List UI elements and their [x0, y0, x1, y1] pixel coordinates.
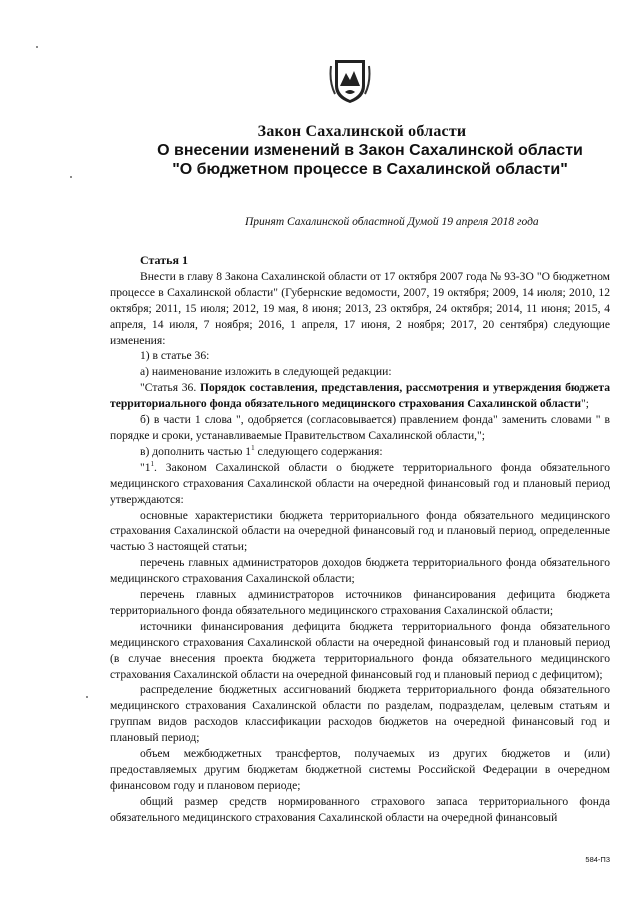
quote-prefix: "Статья 36. — [140, 381, 200, 395]
quote-suffix: "; — [581, 397, 589, 411]
law-subtitle: О внесении изменений в Закон Сахалинской области "О бюджетном процессе в Сахалинской области" — [157, 142, 583, 178]
scan-speck — [36, 46, 38, 48]
list-item: общий размер средств нормированного страхового запаса территориального фонда обязательного медицинского страхования Сахалинской области на очередной финансовый — [110, 794, 610, 824]
list-item: перечень главных администраторов источников финансирования дефицита бюджета территориального фонда обязательного медицинского страхования Сахалинской области; — [110, 588, 610, 617]
item-b: б) в части 1 слова ", одобряется (согласовывается) правлением фонда" заменить словами " в порядке и сроки, устанавливаемые Правительством Сахалинской области,"; — [110, 413, 610, 442]
part-pre: "1 — [140, 460, 151, 474]
item-v — [110, 444, 610, 460]
item-v-pre: в) дополнить частью 1 — [140, 444, 252, 458]
item-a: а) наименование изложить в следующей редакции: — [140, 365, 392, 379]
article-intro: Внести в главу 8 Закона Сахалинской области от 17 октября 2007 года № 93-ЗО "О бюджетном процессе в Сахалинской области" (Губернские ведомости, 2007, 19 октября; 2009, 14 июля; 2010, 12 октября; 2011, 15 июля; 2012, 19 мая, 8 июня; 2013, 23 октября, 24 октября; 2014, 11 июня; 2015, 4 апреля, 14 июля, 7 ноября; 2016, 1 апреля, 17 июня, 2 ноября; 2017, 20 сентября) следующие изменения: — [110, 269, 610, 347]
scan-speck — [70, 176, 72, 178]
quote-bold-title: Порядок составления, представления, рассмотрения и утверждения бюджета территориального фонда обязательного медицинского страхования Сахалинской области — [110, 381, 610, 411]
quoted-title — [110, 380, 610, 412]
document-body — [110, 253, 610, 826]
part-sup: 1 — [150, 459, 155, 468]
list-item: перечень главных администраторов доходов бюджета территориального фонда обязательного медицинского страхования Сахалинской области; — [110, 556, 610, 586]
item-1: 1) в статье 36: — [140, 349, 210, 363]
law-title: Закон Сахалинской области — [257, 123, 467, 140]
document-code: 584-П3 — [585, 855, 610, 864]
coat-of-arms-icon — [329, 56, 371, 104]
list-item: объем межбюджетных трансфертов, получаемых из других бюджетов и (или) предоставляемых другим бюджетам бюджетной системы Российской Федерации в очередном финансовом году и плановом периоде; — [110, 747, 610, 792]
adoption-note: Принят Сахалинской областной Думой 19 апреля 2018 года — [245, 216, 539, 228]
article-heading: Статья 1 — [140, 253, 188, 267]
part-1-1 — [110, 460, 610, 508]
list-item: распределение бюджетных ассигнований бюджета территориального фонда обязательного медицинского страхования Сахалинской области по разделам, подразделам, целевым статьям и группам видов расходов классификации расходов бюджетов на очередной финансовый год и плановый период; — [110, 683, 610, 745]
item-v-post: следующего содержания: — [254, 444, 383, 458]
list-item: источники финансирования дефицита бюджета территориального фонда обязательного медицинского страхования Сахалинской области на очередной финансовый год и плановый период (в случае внесения проекта бюджета территориального фонда обязательного медицинского страхования Сахалинской области на очередной финансовый год и плановый период с дефицитом); — [110, 619, 610, 681]
part-post: . Законом Сахалинской области о бюджете территориального фонда обязательного медицинского страхования Сахалинской области на очередной финансовый год и плановый период утверждаются: — [110, 460, 610, 506]
item-v-sup: 1 — [251, 444, 255, 453]
scan-speck — [86, 696, 88, 698]
list-item: основные характеристики бюджета территориального фонда обязательного медицинского страхования Сахалинской области на очередной финансовый год и плановый период, определенные частью 3 настоящей статьи; — [110, 508, 610, 554]
